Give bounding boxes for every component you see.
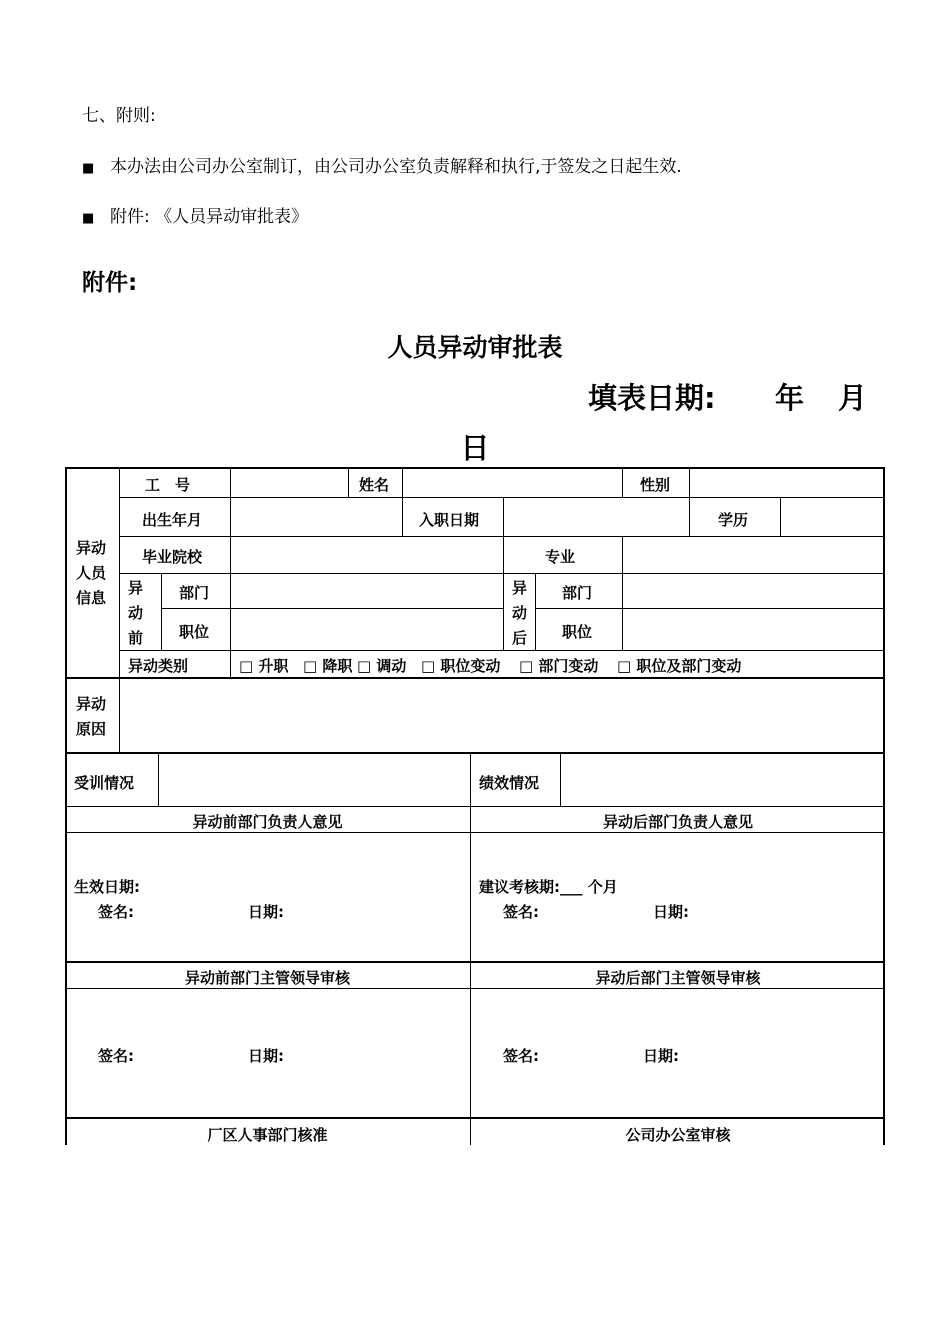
after-dept-opinion-header: 异动后部门负责人意见 (602, 813, 753, 831)
grid-line (622, 573, 623, 650)
option-demotion[interactable]: □ 降职 (303, 657, 353, 675)
date-label: 日期: (653, 903, 689, 921)
option-position-dept-change[interactable]: □ 职位及部门变动 (617, 657, 742, 675)
before-char: 异 (128, 579, 144, 597)
option-dept-change[interactable]: □ 部门变动 (519, 657, 599, 675)
before-dept-label: 部门 (179, 584, 210, 602)
after-char: 后 (512, 629, 528, 647)
grid-line (689, 467, 690, 497)
before-position-label: 职位 (179, 623, 210, 641)
after-leader-review-header: 异动后部门主管领导审核 (595, 969, 761, 987)
birth-label: 出生年月 (142, 511, 203, 529)
list-item-text: 本办法由公司办公室制订，由公司办公室负责解释和执行,于签发之日起生效. (110, 157, 682, 177)
grid-line (503, 497, 504, 536)
option-position-change[interactable]: □ 职位变动 (421, 657, 501, 675)
bullet-icon: ■ (82, 161, 95, 176)
info-label-line: 信息 (76, 589, 107, 607)
grid-line (622, 536, 623, 573)
grid-line (402, 467, 403, 497)
attachment-heading: 附件: (82, 270, 138, 296)
grid-line (65, 752, 885, 754)
before-change-label (128, 576, 143, 651)
sign-label: 签名: (98, 1047, 134, 1065)
change-type-label: 异动类别 (128, 657, 189, 675)
before-leader-review-header: 异动前部门主管领导审核 (184, 969, 350, 987)
before-char: 前 (128, 629, 144, 647)
date-label: 日期: (643, 1047, 679, 1065)
grid-line (65, 961, 885, 963)
before-char: 动 (128, 604, 144, 622)
list-item (82, 202, 308, 227)
grid-line (402, 497, 403, 536)
school-label: 毕业院校 (142, 548, 203, 566)
training-label: 受训情况 (74, 774, 135, 792)
bullet-icon: ■ (82, 211, 95, 226)
border-line (65, 467, 885, 469)
grid-line (119, 679, 120, 752)
grid-line (119, 573, 885, 574)
grid-line (535, 608, 885, 609)
hire-date-label: 入职日期 (419, 511, 480, 529)
reason-label (76, 692, 106, 742)
option-transfer[interactable]: □ 调动 (357, 657, 407, 675)
after-change-label (512, 576, 527, 651)
date-label: 日期: (248, 1047, 284, 1065)
grid-line (230, 467, 231, 573)
grid-line (348, 467, 349, 497)
grid-line (65, 806, 885, 807)
fill-date-month: 月 (838, 381, 868, 415)
employee-no-label: 工 号 (145, 476, 191, 494)
grid-line (119, 467, 120, 679)
date-label: 日期: (248, 903, 284, 921)
after-char: 异 (512, 579, 528, 597)
after-position-label: 职位 (562, 623, 593, 641)
grid-line (689, 497, 690, 536)
grid-line (230, 573, 231, 679)
fill-date-day: 日 (460, 431, 490, 465)
before-dept-opinion-header: 异动前部门负责人意见 (192, 813, 343, 831)
gender-label: 性别 (640, 476, 671, 494)
grid-line (119, 536, 885, 537)
name-label: 姓名 (359, 476, 390, 494)
grid-line (65, 832, 885, 833)
form-title: 人员异动审批表 (387, 333, 563, 362)
grid-line (119, 497, 885, 498)
grid-line (161, 573, 162, 650)
grid-line (780, 497, 781, 536)
grid-line (503, 573, 504, 650)
grid-line (158, 754, 159, 806)
fill-date-label: 填表日期: (588, 381, 716, 415)
suggest-period-label: 建议考核期:___ 个月 (479, 878, 618, 896)
info-section-label (76, 536, 106, 611)
grid-line (535, 573, 536, 650)
grid-line (65, 677, 885, 679)
reason-label-line: 异动 (76, 695, 107, 713)
grid-line (560, 754, 561, 806)
grid-line (503, 536, 504, 573)
section-heading: 七、附则: (82, 106, 156, 126)
effective-date-label: 生效日期: (74, 878, 140, 896)
after-char: 动 (512, 604, 528, 622)
performance-label: 绩效情况 (479, 774, 540, 792)
major-label: 专业 (545, 548, 576, 566)
sign-label: 签名: (503, 1047, 539, 1065)
list-item (82, 152, 682, 177)
education-label: 学历 (718, 511, 749, 529)
after-dept-label: 部门 (562, 584, 593, 602)
hr-approval-header: 厂区人事部门核准 (207, 1126, 328, 1144)
fill-date-year: 年 (775, 381, 805, 415)
grid-line (622, 467, 623, 497)
grid-line (65, 988, 885, 989)
list-item-text: 附件: 《人员异动审批表》 (110, 207, 309, 227)
grid-line (119, 650, 885, 651)
info-label-line: 异动 (76, 539, 107, 557)
sign-label: 签名: (503, 903, 539, 921)
reason-label-line: 原因 (76, 720, 107, 738)
option-promotion[interactable]: □ 升职 (239, 657, 289, 675)
office-review-header: 公司办公室审核 (625, 1126, 731, 1144)
info-label-line: 人员 (76, 564, 107, 582)
sign-label: 签名: (98, 903, 134, 921)
grid-line (65, 1117, 885, 1119)
grid-line (161, 608, 503, 609)
approval-form (65, 467, 885, 1145)
